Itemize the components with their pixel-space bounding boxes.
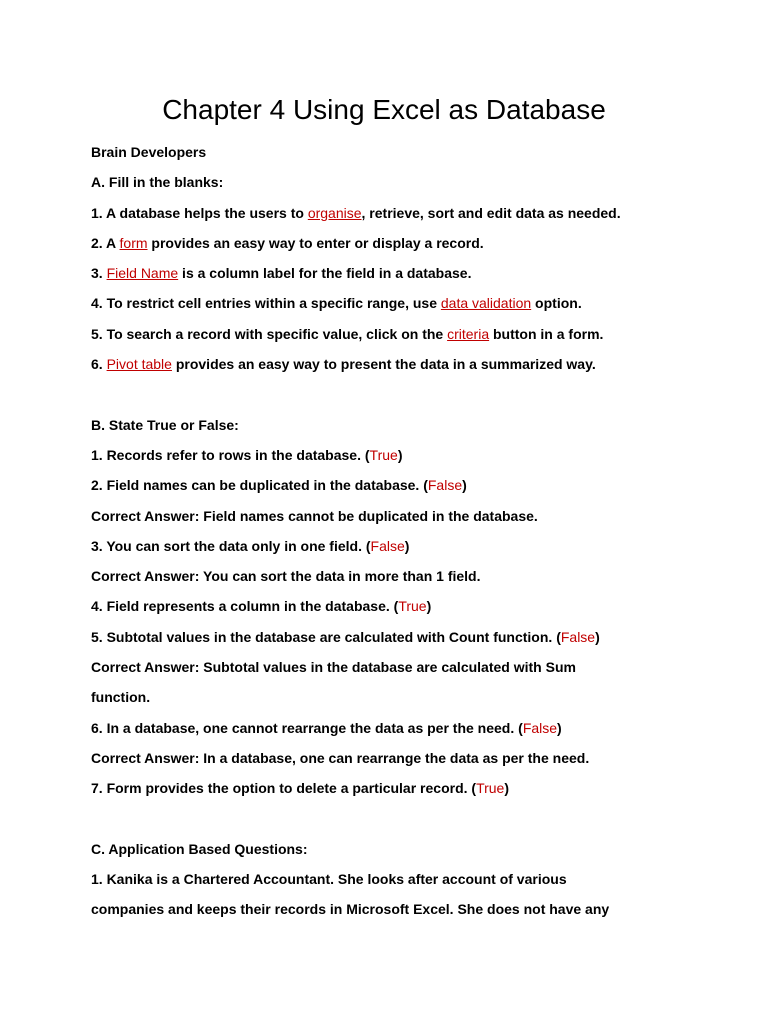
true-false-item-2 — [91, 470, 731, 500]
true-false-answer: False — [427, 477, 463, 494]
fill-blank-item-4 — [91, 288, 731, 318]
fill-blank-text: 6. — [91, 356, 107, 373]
statement-text: 3. You can sort the data only in one field. ( — [91, 537, 371, 554]
true-false-answer: True — [398, 598, 427, 615]
page-title: Chapter 4 Using Excel as Database — [162, 94, 606, 125]
statement-text: ) — [426, 598, 432, 615]
correct-answer-6: Correct Answer: In a database, one can rearrange the data as per the need. — [91, 749, 590, 766]
fill-blank-answer: Field Name — [106, 265, 179, 282]
true-false-answer: False — [522, 719, 558, 736]
document-body — [91, 137, 731, 925]
fill-blank-item-6 — [91, 349, 731, 379]
fill-blank-answer: data validation — [440, 295, 532, 312]
true-false-item-4 — [91, 591, 731, 621]
statement-text: ) — [404, 537, 410, 554]
fill-blank-text: 5. To search a record with specific value, click on the — [91, 325, 448, 342]
statement-text: ) — [397, 446, 403, 463]
section-c-heading: C. Application Based Questions: — [91, 840, 308, 857]
fill-blank-item-2 — [91, 228, 731, 258]
spacer — [91, 804, 731, 834]
fill-blank-item-5 — [91, 319, 731, 349]
section-a-heading: A. Fill in the blanks: — [91, 174, 224, 191]
statement-text: ) — [504, 780, 510, 797]
true-false-item-1 — [91, 440, 731, 470]
fill-blank-answer: criteria — [447, 325, 490, 342]
application-question-line-2: companies and keeps their records in Microsoft Excel. She does not have any — [91, 901, 610, 918]
statement-text: ) — [462, 477, 467, 494]
fill-blank-text: provides an easy way to present the data in a summarized way. — [171, 356, 596, 373]
fill-blank-text: , retrieve, sort and edit data as needed. — [361, 204, 621, 221]
fill-blank-text: 1. A database helps the users to — [91, 204, 308, 221]
fill-blank-text: 2. A — [91, 234, 120, 251]
fill-blank-answer: organise — [307, 204, 362, 221]
fill-blank-text: provides an easy way to enter or display a record. — [147, 234, 484, 251]
correct-answer-5-continued: function. — [91, 689, 151, 706]
correct-answer-2: Correct Answer: Field names cannot be duplicated in the database. — [91, 507, 538, 524]
fill-blank-text: 4. To restrict cell entries within a specific range, use — [91, 295, 441, 312]
statement-text: 5. Subtotal values in the database are calculated with Count function. ( — [91, 628, 561, 645]
fill-blank-answer: Pivot table — [106, 356, 172, 373]
statement-text: ) — [595, 628, 600, 645]
true-false-answer: True — [476, 780, 505, 797]
application-question-line-1: 1. Kanika is a Chartered Accountant. She looks after account of various — [91, 871, 567, 888]
fill-blank-item-1 — [91, 198, 731, 228]
statement-text: 2. Field names can be duplicated in the database. ( — [91, 477, 428, 494]
true-false-answer: False — [560, 628, 596, 645]
fill-blank-answer: form — [119, 234, 148, 251]
fill-blank-text: 3. — [91, 265, 107, 282]
subheading-brain-developers: Brain Developers — [91, 144, 207, 160]
correct-answer-5: Correct Answer: Subtotal values in the database are calculated with Sum — [91, 659, 576, 676]
true-false-item-5 — [91, 622, 731, 652]
true-false-answer: False — [370, 537, 405, 554]
fill-blank-text: is a column label for the field in a database. — [178, 265, 472, 282]
statement-text: ) — [557, 719, 562, 736]
correct-answer-3: Correct Answer: You can sort the data in more than 1 field. — [91, 568, 481, 585]
true-false-item-6 — [91, 713, 731, 743]
section-b-heading: B. State True or False: — [91, 416, 239, 433]
statement-text: 6. In a database, one cannot rearrange the data as per the need. ( — [91, 719, 523, 736]
fill-blank-item-3 — [91, 258, 731, 288]
statement-text: 1. Records refer to rows in the database. ( — [91, 446, 370, 463]
statement-text: 7. Form provides the option to delete a particular record. ( — [91, 780, 477, 797]
fill-blank-text: option. — [531, 295, 582, 312]
true-false-answer: True — [369, 446, 398, 463]
true-false-item-3 — [91, 531, 731, 561]
true-false-item-7 — [91, 773, 731, 803]
spacer — [91, 379, 731, 409]
fill-blank-text: button in a form. — [489, 325, 604, 342]
statement-text: 4. Field represents a column in the database. ( — [91, 598, 399, 615]
